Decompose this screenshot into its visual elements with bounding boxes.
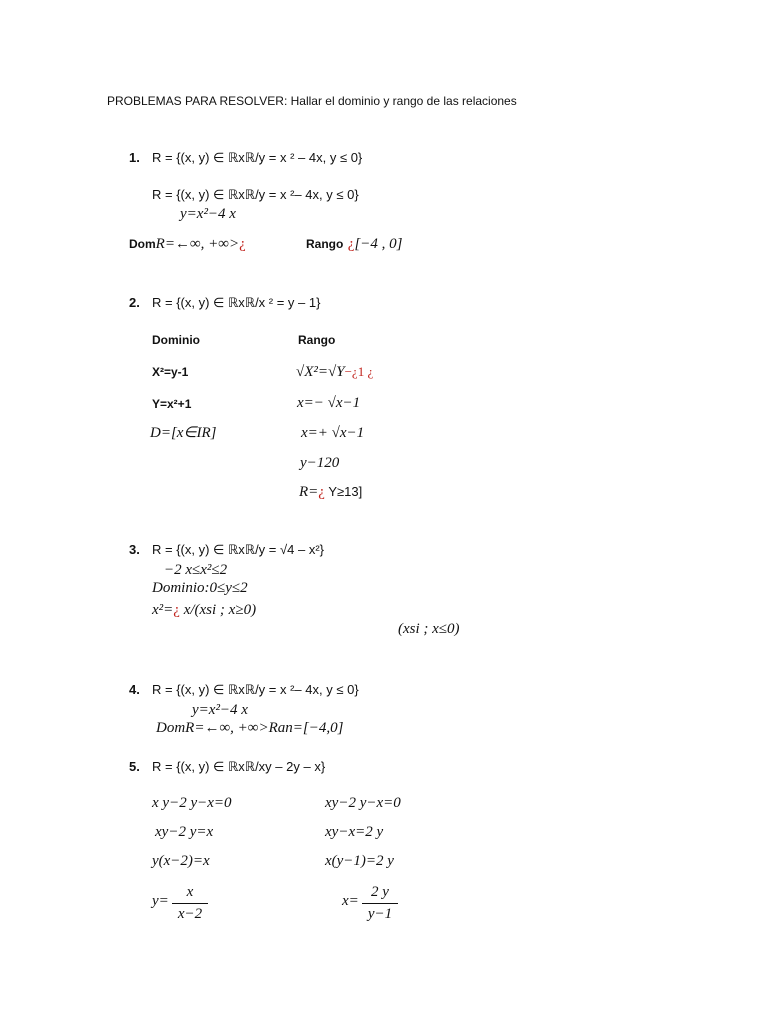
problem-5-right-fraction: [362, 884, 398, 923]
problem-5-left-step-3: y(x−2)=x: [152, 853, 210, 869]
sqrt-mark: −¿1 ¿: [344, 364, 374, 379]
fraction-bar: [172, 903, 208, 904]
problem-2-domain-result: D=[x∈IR]: [150, 425, 217, 441]
problem-5-right-lhs: x=: [342, 893, 359, 909]
step-3-lhs: x²=: [152, 602, 174, 618]
sqrt-expression: √X²=√Y: [296, 364, 345, 380]
range-result-mark: ¿: [318, 484, 325, 500]
step-3-mark: ¿: [173, 602, 180, 618]
range-result-rhs: Y≥13]: [324, 484, 363, 499]
fraction-bar: [362, 903, 398, 904]
problem-2-step-2: Y=x²+1: [152, 397, 192, 411]
problem-2-range-step-3: x=+ √x−1: [301, 425, 365, 441]
problem-1-relation-restated: R = {(x, y) ∈ ℝxℝ/y = x ²– 4x, y ≤ 0}: [152, 187, 359, 202]
page-header: PROBLEMAS PARA RESOLVER: Hallar el dominio y rango de las relaciones: [107, 94, 517, 108]
fraction-denominator: x−2: [177, 906, 203, 922]
problem-2-range-heading: Rango: [298, 333, 336, 347]
problem-4-relation: R = {(x, y) ∈ ℝxℝ/y = x ²– 4x, y ≤ 0}: [152, 682, 359, 697]
domain-expression: R=←∞, +∞>: [155, 236, 240, 252]
problem-1-equation: y=x²−4 x: [180, 206, 236, 222]
problem-5-right-step-1: xy−2 y−x=0: [325, 795, 401, 811]
problem-1-number: 1.: [129, 150, 140, 165]
problem-5-right-step-2: xy−x=2 y: [325, 824, 384, 840]
problem-1-domain: [129, 236, 246, 252]
problem-2-range-result: [299, 484, 362, 500]
problem-3-step-2: Dominio:0≤y≤2: [152, 580, 248, 596]
range-result-lhs: R=: [299, 484, 319, 500]
problem-5-right-step-3: x(y−1)=2 y: [325, 853, 394, 869]
fraction-numerator: 2 y: [371, 884, 389, 900]
problem-5-left-step-1: x y−2 y−x=0: [152, 795, 232, 811]
problem-3-step-4: (xsi ; x≤0): [398, 621, 460, 637]
problem-5-left-step-2: xy−2 y=x: [155, 824, 214, 840]
problem-3-relation: R = {(x, y) ∈ ℝxℝ/y = √4 – x²}: [152, 542, 324, 557]
domain-mark: ¿: [239, 236, 246, 252]
problem-3-number: 3.: [129, 542, 140, 557]
problem-4-number: 4.: [129, 682, 140, 697]
problem-1-relation: R = {(x, y) ∈ ℝxℝ/y = x ² – 4x, y ≤ 0}: [152, 150, 363, 165]
fraction-denominator: y−1: [367, 906, 393, 922]
fraction-numerator: x: [186, 884, 194, 900]
problem-2-domain-heading: Dominio: [152, 333, 200, 347]
domain-label: Dom: [129, 237, 156, 251]
problem-1-range: [306, 236, 403, 252]
problem-3-step-3: [152, 602, 256, 618]
problem-3-step-1: −2 x≤x²≤2: [164, 562, 228, 578]
problem-2-step-1: X²=y-1: [152, 365, 189, 379]
problem-2-number: 2.: [129, 295, 140, 310]
step-3-rhs: x/(xsi ; x≥0): [179, 602, 257, 618]
problem-2-range-step-2: x=− √x−1: [297, 395, 361, 411]
problem-4-equation: y=x²−4 x: [192, 702, 248, 718]
problem-5-number: 5.: [129, 759, 140, 774]
problem-4-result: DomR=←∞, +∞>Ran=[−4,0]: [156, 720, 344, 736]
problem-5-left-lhs: y=: [152, 893, 169, 909]
range-mark: ¿: [347, 236, 355, 252]
range-expression: [−4 , 0]: [354, 236, 403, 252]
problem-2-relation: R = {(x, y) ∈ ℝxℝ/x ² = y – 1}: [152, 295, 321, 310]
problem-2-range-step-1: [296, 364, 373, 380]
range-label: Rango: [306, 237, 344, 251]
problem-5-relation: R = {(x, y) ∈ ℝxℝ/xy – 2y – x}: [152, 759, 326, 774]
problem-5-left-fraction: [172, 884, 208, 923]
problem-2-range-step-4: y−120: [300, 455, 340, 471]
